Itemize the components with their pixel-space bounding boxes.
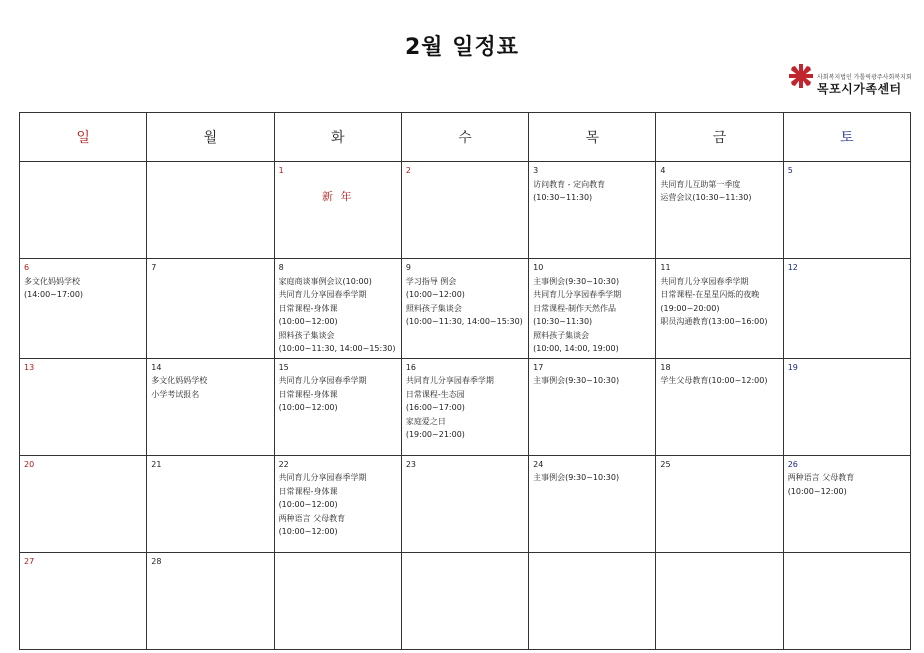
calendar-day-cell[interactable] [401,259,528,359]
calendar-day-cell[interactable] [783,162,910,259]
event-text: 多文化妈妈学校 [151,376,208,385]
day-number: 16 [405,362,417,372]
calendar-day-cell[interactable] [274,162,401,259]
calendar-day-cell[interactable] [274,259,401,359]
event-text: (10:00, 14:00, 19:00) [533,344,619,353]
event-text: 学生父母教育(10:00~12:00) [660,376,768,385]
event-text: 日常课程-身体课 [278,389,338,399]
day-number: 26 [787,459,798,469]
event-text: 两种语言 父母教育 [278,513,346,523]
event-text: 家庭爱之日 [405,416,446,426]
event-text: (10:00~12:00) [787,486,847,496]
organization-subtitle: 사회복지법인 가톨릭광주사회복지회 [817,74,912,81]
calendar-day-cell[interactable] [401,358,528,455]
sunburst-cross-icon [788,63,814,89]
event-text: 日常课程-在星星闪烁的夜晚 [660,290,760,299]
event-text: (14:00~17:00) [24,290,84,299]
event-text: 共同育儿分享园春季学期 [278,376,367,385]
calendar-day-cell[interactable] [656,358,783,455]
calendar-day-cell[interactable] [274,455,401,552]
calendar-day-cell[interactable] [147,455,274,552]
weekday-header-row [20,113,911,162]
organization-logo [788,63,913,103]
day-number: 3 [533,166,539,175]
calendar-day-cell[interactable] [20,455,147,552]
weekday-header-wed: 수 [401,113,528,162]
calendar-week-row [20,162,911,259]
event-text: 家庭商谈事例会议(10:00) [278,276,372,286]
calendar-day-cell[interactable] [783,455,910,552]
calendar-day-cell[interactable] [147,259,274,359]
day-number: 18 [660,362,671,372]
event-text: 访问教育 - 定向教育 [533,179,606,189]
event-text: 主事例会(9:30~10:30) [533,276,620,286]
calendar-day-cell[interactable] [20,259,147,359]
event-text: (10:00~12:00) [405,290,465,299]
calendar-day-cell[interactable] [656,552,783,649]
day-number: 6 [24,263,30,272]
event-text: 日常课程-制作天然作品 [533,303,617,313]
event-text: 主事例会(9:30~10:30) [533,473,620,482]
day-number: 1 [278,166,284,175]
day-number: 17 [533,362,544,372]
event-text: 日常课程-生态园 [405,389,465,399]
event-text: 职员沟通教育(13:00~16:00) [660,317,768,326]
day-number: 9 [405,263,411,272]
event-text: (10:00~12:00) [278,527,338,536]
event-text: 日常课程-身体课 [278,486,338,496]
event-text: (10:00~11:30, 14:00~15:30) [405,317,523,326]
day-number: 14 [151,362,162,372]
event-text: (10:00~11:30, 14:00~15:30) [278,344,396,353]
event-text: (10:30~11:30) [533,193,593,202]
event-text: (10:00~12:00) [278,317,338,326]
day-number: 12 [787,263,798,272]
day-number: 28 [151,556,162,566]
calendar-week-row [20,259,911,359]
event-text: 小学考试报名 [151,389,200,399]
event-text: (19:00~20:00) [660,303,720,313]
calendar-day-cell[interactable] [20,358,147,455]
event-text: 照料孩子集谈会 [278,330,335,340]
day-number: 22 [278,459,289,469]
weekday-header-sat: 토 [783,113,910,162]
weekday-header-thu: 목 [529,113,656,162]
calendar-day-cell[interactable] [401,552,528,649]
day-number: 15 [278,362,289,372]
calendar-body [20,162,911,650]
calendar-day-cell[interactable] [20,552,147,649]
calendar-day-cell[interactable] [20,162,147,259]
event-text: 共同育儿分享园春季学期 [278,290,367,299]
weekday-header-sun: 일 [20,113,147,162]
event-text: (16:00~17:00) [405,403,465,412]
event-text: 多文化妈妈学校 [24,276,80,286]
event-text: 日常课程-身体课 [278,303,338,313]
calendar-day-cell[interactable] [656,259,783,359]
calendar-day-cell[interactable] [529,259,656,359]
calendar-day-cell[interactable] [147,162,274,259]
day-number: 24 [533,459,544,469]
calendar-day-cell[interactable] [147,358,274,455]
event-text: 两种语言 父母教育 [787,473,855,482]
calendar-day-cell[interactable] [529,162,656,259]
day-number: 10 [533,263,544,272]
calendar-day-cell[interactable] [401,162,528,259]
event-text: (10:00~12:00) [278,403,338,412]
calendar-day-cell[interactable] [401,455,528,552]
event-text: 照料孩子集谈会 [533,330,590,340]
calendar-day-cell[interactable] [529,552,656,649]
weekday-header-fri: 금 [656,113,783,162]
day-number: 4 [660,166,666,175]
calendar-week-row [20,358,911,455]
calendar-table [19,112,911,650]
calendar-day-cell[interactable] [783,552,910,649]
event-text: 学习指导 例会 [405,276,457,286]
weekday-header-tue: 화 [274,113,401,162]
event-text: 共同育儿分享园春季学期 [533,290,622,299]
page-title: 2월 일정표 [405,35,519,60]
event-text: 共同育儿互助第一季度 [660,179,741,189]
day-number: 5 [787,166,793,175]
calendar-week-row [20,455,911,552]
holiday-label: 新 年 [321,189,354,203]
day-number: 23 [405,459,417,469]
day-number: 8 [278,263,284,272]
day-number: 21 [151,459,162,469]
event-text: 共同育儿分享园春季学期 [405,376,494,385]
calendar-week-row [20,552,911,649]
event-text: 照料孩子集谈会 [405,303,462,313]
calendar-day-cell[interactable] [783,259,910,359]
day-number: 20 [24,459,35,469]
organization-name: 목포시가족센터 [817,82,902,96]
event-text: (10:00~12:00) [278,500,338,509]
calendar-day-cell[interactable] [147,552,274,649]
event-text: 主事例会(9:30~10:30) [533,376,620,385]
calendar-day-cell[interactable] [656,455,783,552]
calendar-day-cell[interactable] [783,358,910,455]
event-text: 共同育儿分享园春季学期 [278,473,367,482]
event-text: 共同育儿分享园春季学期 [660,276,749,286]
weekday-header-mon: 월 [147,113,274,162]
calendar-day-cell[interactable] [529,455,656,552]
day-number: 25 [660,459,671,469]
calendar-day-cell[interactable] [529,358,656,455]
calendar-day-cell[interactable] [274,358,401,455]
event-text: 运营会议(10:30~11:30) [660,193,752,202]
day-number: 19 [787,362,798,372]
event-text: (10:30~11:30) [533,317,593,326]
day-number: 2 [405,166,411,175]
day-number: 13 [24,362,35,372]
calendar-day-cell[interactable] [656,162,783,259]
day-number: 7 [151,263,157,272]
day-number: 11 [660,263,671,272]
event-text: (19:00~21:00) [405,430,465,439]
calendar-day-cell[interactable] [274,552,401,649]
day-number: 27 [24,556,35,566]
